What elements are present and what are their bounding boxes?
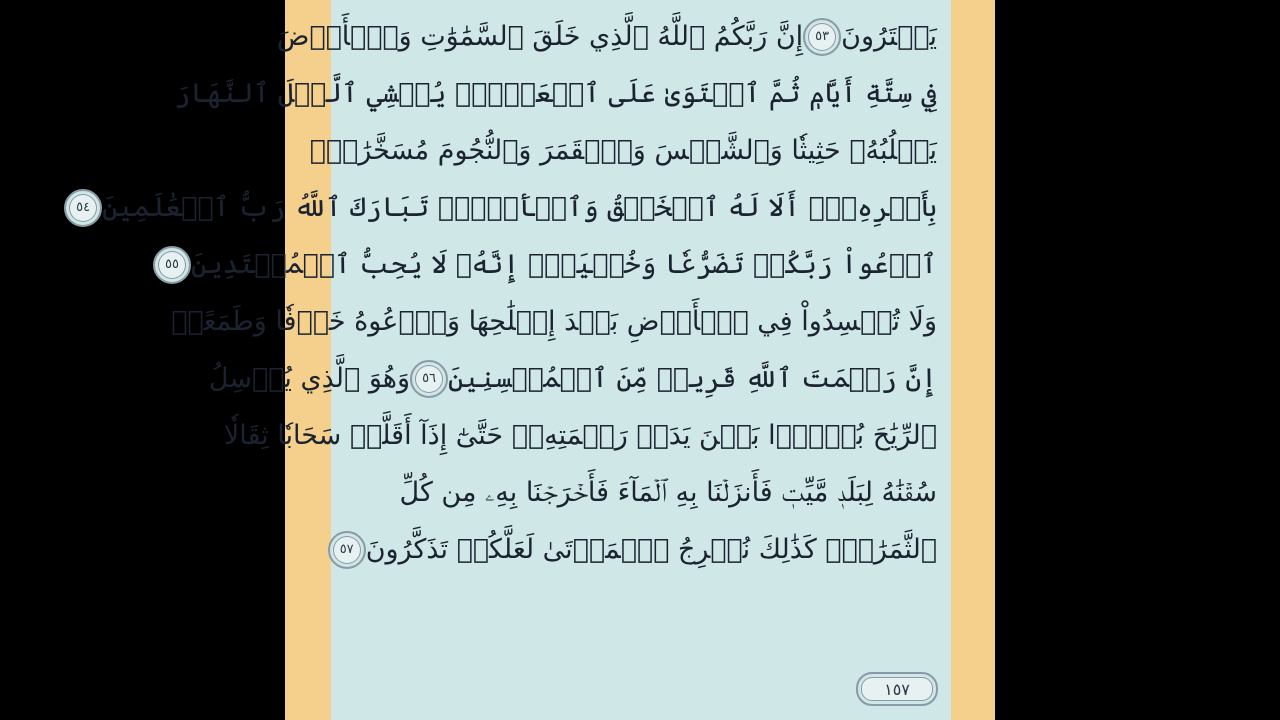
line-segment: ٱلرِّيَٰحَ بُشۡرَۢا بَيۡنَ يَدَيۡ رَحۡمَتِهِۦۖ حَتَّىٰٓ إِذَآ أَقَلَّتۡ سَحَابٗا ثِقَالٗا bbox=[223, 420, 937, 451]
line-segment: ٱلثَّمَرَٰتِۚ كَذَٰلِكَ نُخۡرِجُ ٱلۡمَوۡتَىٰ لَعَلَّكُمۡ تَذَكَّرُونَ bbox=[365, 534, 937, 565]
line-segment: وَلَا تُفۡسِدُواْ فِي ٱلۡأَرۡضِ بَعۡدَ إِصۡلَٰحِهَا وَٱدۡعُوهُ خَوۡفٗا وَطَمَعًاۚ bbox=[171, 306, 937, 337]
line-segment: يَطۡلُبُهُۥ حَثِيثٗا وَٱلشَّمۡسَ وَٱلۡقَمَرَ وَٱلنُّجُومَ مُسَخَّرَٰتِۭ bbox=[309, 135, 937, 166]
text-line bbox=[76, 179, 937, 236]
text-line bbox=[339, 521, 937, 578]
line-segment: بِأَمۡرِهِۦٓۗ أَلَا لَهُ ٱلۡخَلۡقُ وَٱلۡأَمۡرُۗ تَبَارَكَ ٱللَّهُ رَبُّ ٱلۡعَٰلَمِينَ bbox=[102, 192, 937, 223]
ayah-number-marker: ٥٣ bbox=[803, 18, 841, 56]
text-line bbox=[174, 65, 937, 122]
text-line bbox=[171, 293, 937, 350]
text-line bbox=[223, 407, 937, 464]
text-line bbox=[309, 122, 937, 179]
page-number-badge: ١٥٧ bbox=[856, 672, 938, 706]
ayah-number-marker: ٥٤ bbox=[64, 189, 102, 227]
text-line bbox=[165, 236, 937, 293]
text-line bbox=[208, 350, 937, 407]
line-segment: فِي سِتَّةِ أَيَّامٖ ثُمَّ ٱسۡتَوَىٰ عَلَى ٱلۡعَرۡشِۖ يُغۡشِي ٱلَّيۡلَ ٱلنَّهَارَ bbox=[174, 78, 937, 109]
ayah-number-marker: ٥٥ bbox=[153, 246, 191, 284]
line-segment: وَهُوَ ٱلَّذِي يُرۡسِلُ bbox=[208, 363, 411, 394]
line-segment: إِنَّ رَحۡمَتَ ٱللَّهِ قَرِيبٞ مِّنَ ٱلۡمُحۡسِنِينَ bbox=[448, 363, 937, 394]
line-segment: يَفۡتَرُونَ bbox=[841, 21, 937, 52]
line-segment: ٱدۡعُواْ رَبَّكُمۡ تَضَرُّعٗا وَخُفۡيَةًۚ إِنَّهُۥ لَا يُحِبُّ ٱلۡمُعۡتَدِينَ bbox=[191, 249, 937, 280]
line-segment: إِنَّ رَبَّكُمُ ٱللَّهُ ٱلَّذِي خَلَقَ ٱلسَّمَٰوَٰتِ وَٱلۡأَرۡضَ bbox=[276, 21, 804, 52]
quran-text bbox=[76, 8, 937, 648]
ayah-number-marker: ٥٦ bbox=[410, 360, 448, 398]
text-line bbox=[276, 8, 937, 65]
line-segment: سُقۡنَٰهُ لِبَلَدٖ مَّيِّتٖ فَأَنزَلۡنَا بِهِ ٱلۡمَآءَ فَأَخۡرَجۡنَا بِهِۦ مِن كُلِّ bbox=[399, 477, 937, 508]
text-line bbox=[345, 464, 937, 521]
ayah-number-marker: ٥٧ bbox=[328, 531, 366, 569]
